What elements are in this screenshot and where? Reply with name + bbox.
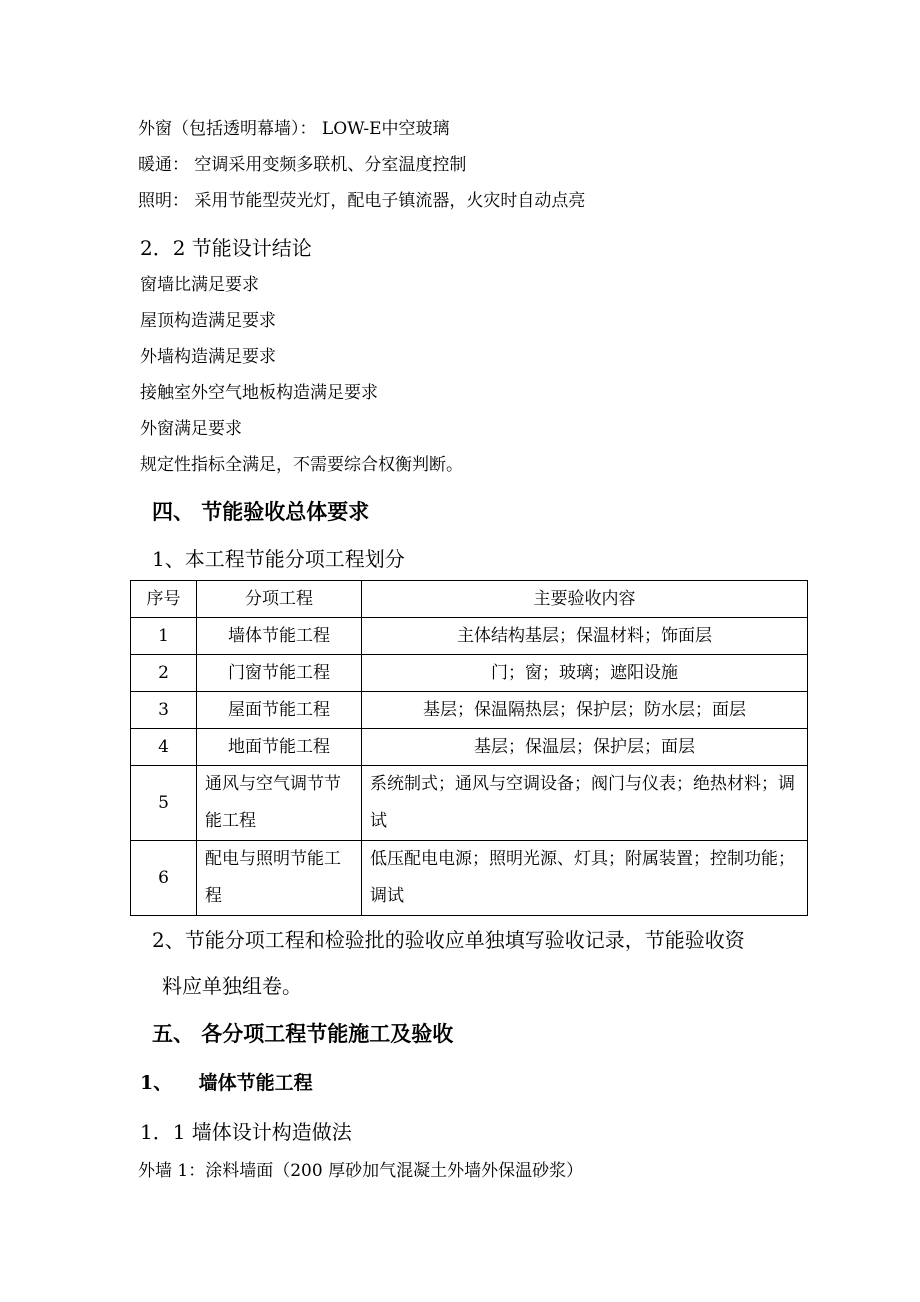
table-cell-name: 地面节能工程: [197, 729, 362, 766]
table-header-name: 分项工程: [197, 581, 362, 618]
intro-line-lighting: 照明： 采用节能型荧光灯，配电子镇流器，火灾时自动点亮: [138, 191, 586, 211]
table-cell-name: 墙体节能工程: [197, 618, 362, 655]
table-cell-name: 门窗节能工程: [197, 655, 362, 692]
section-1-1-heading: 1．1 墙体设计构造做法: [140, 1120, 352, 1144]
table-cell-no: 5: [131, 766, 197, 841]
chapter-5-heading: 五、 各分项工程节能施工及验收: [152, 1021, 454, 1046]
table-cell-no: 6: [131, 841, 197, 916]
conclusion-item: 接触室外空气地板构造满足要求: [140, 383, 378, 403]
table-cell-content: 主体结构基层；保温材料；饰面层: [362, 618, 808, 655]
table-cell-content: 系统制式；通风与空调设备；阀门与仪表；绝热材料；调试: [362, 766, 808, 841]
table-cell-content: 门；窗；玻璃；遮阳设施: [362, 655, 808, 692]
table-cell-content: 基层；保温层；保护层；面层: [362, 729, 808, 766]
intro-line-window: 外窗（包括透明幕墙）： LOW-E中空玻璃: [138, 119, 450, 139]
table-header-row: [131, 581, 808, 618]
section-2-2-heading: 2．2 节能设计结论: [140, 236, 312, 260]
table-row: [131, 729, 808, 766]
table-cell-name: 配电与照明节能工程: [197, 841, 362, 916]
table-cell-name: 通风与空气调节节能工程: [197, 766, 362, 841]
chapter-4-heading: 四、 节能验收总体要求: [152, 499, 370, 524]
table-row: [131, 841, 808, 916]
table-row: [131, 618, 808, 655]
conclusion-item: 外墙构造满足要求: [140, 347, 276, 367]
intro-line-hvac: 暖通： 空调采用变频多联机、分室温度控制: [138, 155, 467, 175]
section-1-heading: 1、 墙体节能工程: [140, 1072, 313, 1094]
chapter-4-sub2-line2: 料应单独组卷。: [162, 974, 302, 998]
table-cell-content: 低压配电电源；照明光源、灯具；附属装置；控制功能；调试: [362, 841, 808, 916]
table-cell-content: 基层；保温隔热层；保护层；防水层；面层: [362, 692, 808, 729]
wall-1-description: 外墙 1：涂料墙面（200 厚砂加气混凝土外墙外保温砂浆）: [138, 1161, 584, 1181]
chapter-4-sub2-line1: 2、节能分项工程和检验批的验收应单独填写验收记录，节能验收资: [152, 928, 745, 952]
chapter-4-sub1: 1、本工程节能分项工程划分: [152, 547, 405, 571]
table-cell-no: 3: [131, 692, 197, 729]
table-cell-no: 4: [131, 729, 197, 766]
conclusion-item: 规定性指标全满足，不需要综合权衡判断。: [140, 455, 463, 475]
table-row: [131, 766, 808, 841]
table-row: [131, 692, 808, 729]
table-cell-no: 2: [131, 655, 197, 692]
table-cell-no: 1: [131, 618, 197, 655]
table-row: [131, 655, 808, 692]
conclusion-item: 外窗满足要求: [140, 419, 242, 439]
table-cell-name: 屋面节能工程: [197, 692, 362, 729]
division-table: [130, 580, 808, 916]
conclusion-item: 屋顶构造满足要求: [140, 311, 276, 331]
table-header-no: 序号: [131, 581, 197, 618]
table-header-content: 主要验收内容: [362, 581, 808, 618]
conclusion-item: 窗墙比满足要求: [140, 275, 259, 295]
